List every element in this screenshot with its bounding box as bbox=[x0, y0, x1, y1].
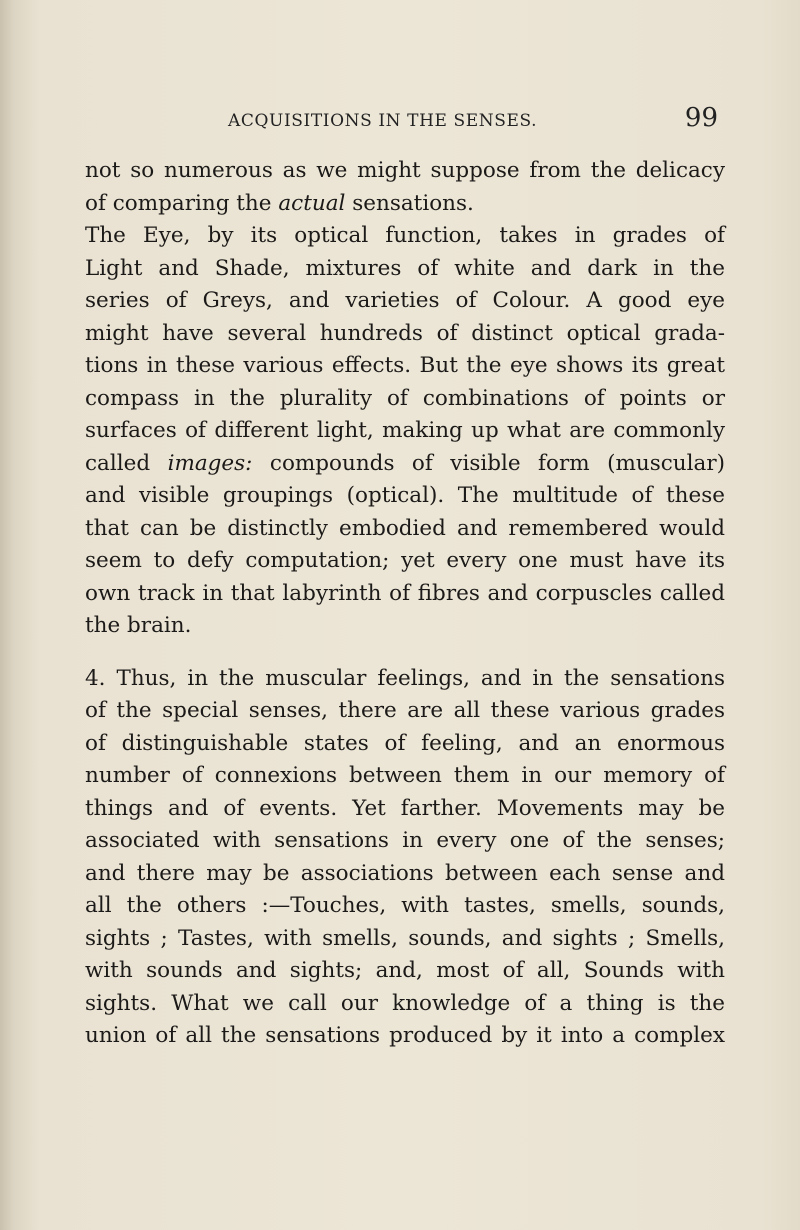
paragraph-1 bbox=[85, 155, 725, 220]
text-line: Light and Shade, mixtures of white and dark in the bbox=[85, 255, 725, 281]
text-line: seem to defy computation; yet every one must have its bbox=[85, 548, 725, 573]
text-line: not so numerous as we might suppose from the delicacy bbox=[85, 158, 725, 183]
text-line: and there may be associations between each sense and bbox=[85, 860, 725, 886]
running-head: ACQUISITIONS IN THE SENSES. bbox=[228, 111, 538, 131]
text-line: of distinguishable states of feeling, and an enormous bbox=[85, 730, 725, 756]
page-number: 99 bbox=[684, 103, 718, 133]
text-line: The Eye, by its optical function, takes in grades of bbox=[85, 223, 725, 248]
text-line: and visible groupings (optical). The multitude of these bbox=[85, 483, 725, 508]
text-line: compass in the plurality of combinations of points or bbox=[85, 385, 725, 411]
text-line: sights. What we call our knowledge of a thing is the bbox=[85, 990, 725, 1016]
text-line: the brain. bbox=[85, 613, 192, 638]
text-line: might have several hundreds of distinct optical grada- bbox=[85, 320, 725, 346]
text-line: tions in these various effects. But the eye shows its great bbox=[85, 353, 725, 378]
paragraph-spacer bbox=[85, 643, 725, 663]
text-line: own track in that labyrinth of fibres and corpuscles called bbox=[85, 580, 725, 606]
page-header bbox=[228, 103, 718, 133]
text-line: things and of events. Yet farther. Movements may be bbox=[85, 795, 725, 821]
text-line: with sounds and sights; and, most of all, Sounds with bbox=[85, 958, 725, 983]
body-text bbox=[85, 155, 725, 1053]
text-line: surfaces of different light, making up what are commonly bbox=[85, 418, 725, 443]
paragraph-2 bbox=[85, 220, 725, 643]
text-line: that can be distinctly embodied and remembered would bbox=[85, 515, 725, 541]
text-line: called images: compounds of visible form (muscular) bbox=[85, 450, 725, 476]
text-line: all the others :—Touches, with tastes, smells, sounds, bbox=[85, 893, 725, 918]
text-line: associated with sensations in every one of the senses; bbox=[85, 828, 725, 853]
text-line: series of Greys, and varieties of Colour. A good eye bbox=[85, 288, 725, 313]
text-line: number of connexions between them in our memory of bbox=[85, 763, 725, 788]
paragraph-3 bbox=[85, 663, 725, 1053]
text-line: 4. Thus, in the muscular feelings, and in the sensations bbox=[85, 665, 725, 691]
text-line: sights ; Tastes, with smells, sounds, and sights ; Smells, bbox=[85, 925, 725, 951]
text-line: union of all the sensations produced by it into a complex bbox=[85, 1023, 725, 1048]
text-line: of comparing the actual sensations. bbox=[85, 190, 474, 216]
text-line: of the special senses, there are all these various grades bbox=[85, 698, 725, 723]
